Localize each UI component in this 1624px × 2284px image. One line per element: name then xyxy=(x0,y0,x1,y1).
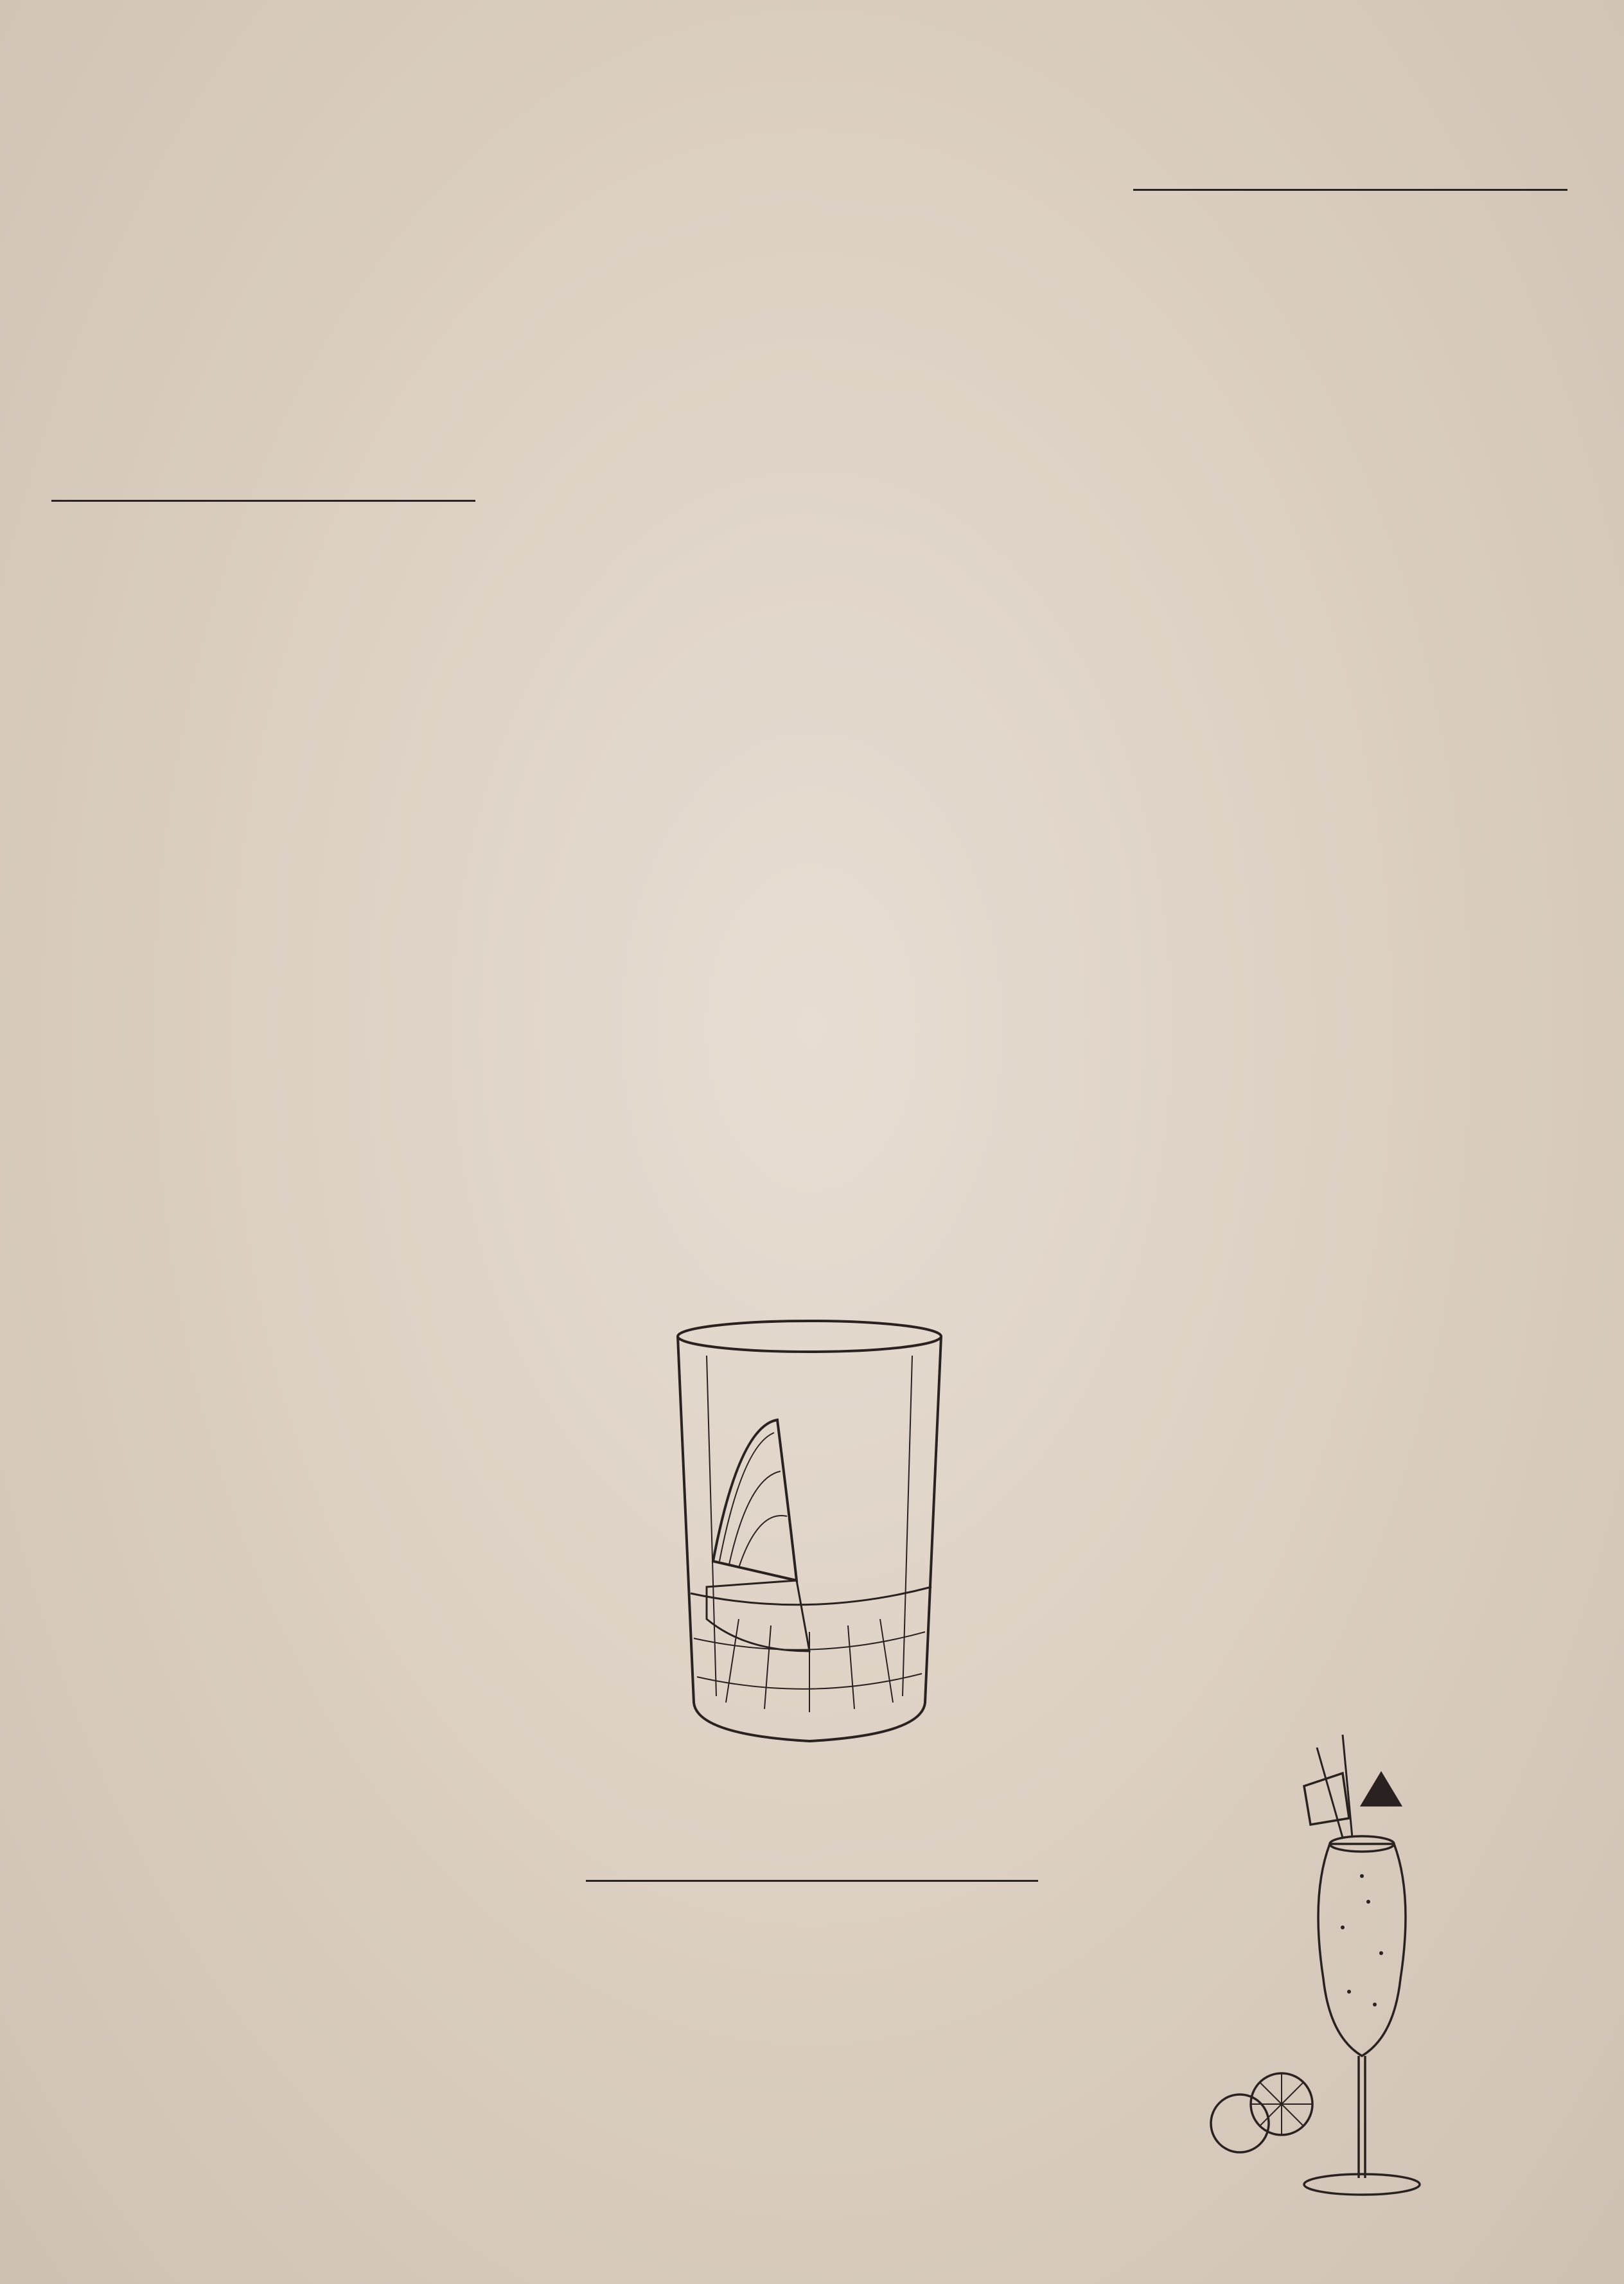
glass-illustration xyxy=(668,1317,951,1754)
divider xyxy=(51,500,475,502)
cocktail-illustration xyxy=(1233,1735,1478,2210)
divider xyxy=(1133,189,1567,191)
divider xyxy=(586,1880,1038,1882)
